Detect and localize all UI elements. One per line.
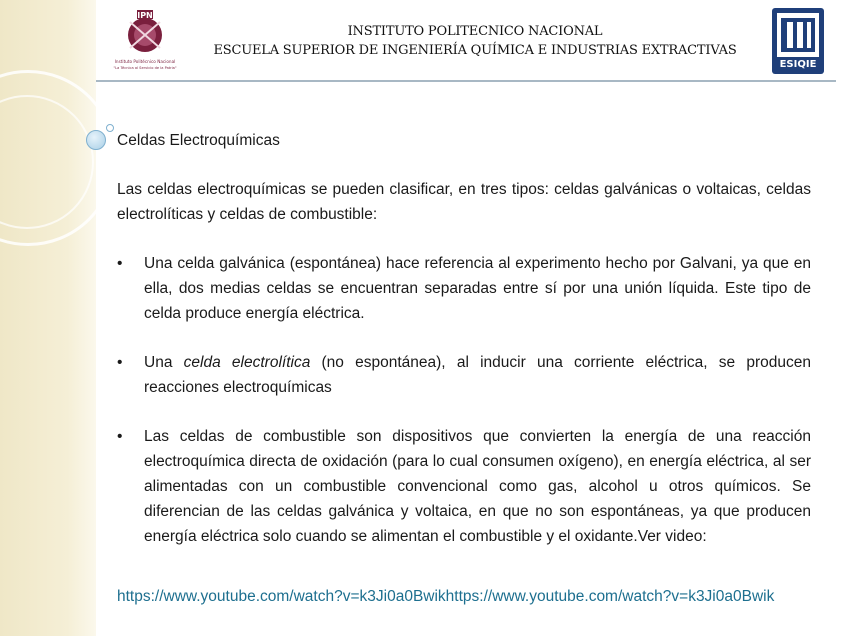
slide-title: Celdas Electroquímicas [117, 132, 280, 149]
header-line-2: ESCUELA SUPERIOR DE INGENIERÍA QUÍMICA E INDUSTRIAS EXTRACTIVAS [213, 43, 737, 58]
ipn-logo-motto: "La Técnica al Servicio de la Patria" [113, 66, 177, 70]
header-line-1: INSTITUTO POLITECNICO NACIONAL [347, 24, 603, 39]
list-item-text: Una celda galvánica (espontánea) hace referencia al experimento hecho por Galvani, ya que en ella, dos medias celdas se encuentran separadas entre sí por una unión líquida. Este tipo de celda produce energía eléctrica. [144, 255, 811, 322]
left-decorative-band [0, 0, 96, 636]
slide-content [117, 128, 811, 549]
video-link[interactable]: https://www.youtube.com/watch?v=k3Ji0a0Bwikhttps://www.youtube.com/watch?v=k3Ji0a0Bwik [117, 588, 775, 605]
bullet-icon: • [117, 428, 123, 445]
list-item-electrolytic [117, 350, 811, 400]
esiqie-logo-text: ESIQIE [779, 59, 817, 70]
bullet-icon: • [117, 255, 123, 272]
list-item-text-start: Una [144, 354, 184, 371]
header-divider [96, 80, 836, 82]
decorative-circle-icon [86, 130, 106, 150]
list-item-fuel-cell [117, 424, 811, 549]
list-item-text: Las celdas de combustible son dispositivos que convierten la energía de una reacción electroquímica directa de oxidación (para lo cual consumen oxígeno), en energía eléctrica, al ser alimentadas con un combustible convencional como gas, alcohol u otros químicos. Se diferencian de las celdas galvánica y voltaica, en que no son espontáneas, ya que producen energía eléctrica solo cuando se alimentan el combustible y el oxidante.Ver video: [144, 428, 811, 545]
header-institution [190, 22, 760, 60]
cell-types-list [117, 251, 811, 549]
list-item-text-end: (no espontánea), al inducir una corriente eléctrica, se producen reacciones electroquímicas [144, 354, 811, 396]
list-item-emphasis: celda electrolítica [183, 354, 311, 371]
ipn-logo-text: IPN [137, 11, 153, 20]
list-item-galvanic [117, 251, 811, 326]
intro-paragraph: Las celdas electroquímicas se pueden clasificar, en tres tipos: celdas galvánicas o voltaicas, celdas electrolíticas y celdas de combustible: [117, 181, 811, 223]
esiqie-logo [770, 6, 826, 76]
ipn-logo-caption: Instituto Politécnico Nacional [114, 59, 176, 64]
decorative-small-circle-icon [106, 124, 114, 132]
ipn-logo [100, 8, 190, 78]
bullet-icon: • [117, 354, 123, 371]
